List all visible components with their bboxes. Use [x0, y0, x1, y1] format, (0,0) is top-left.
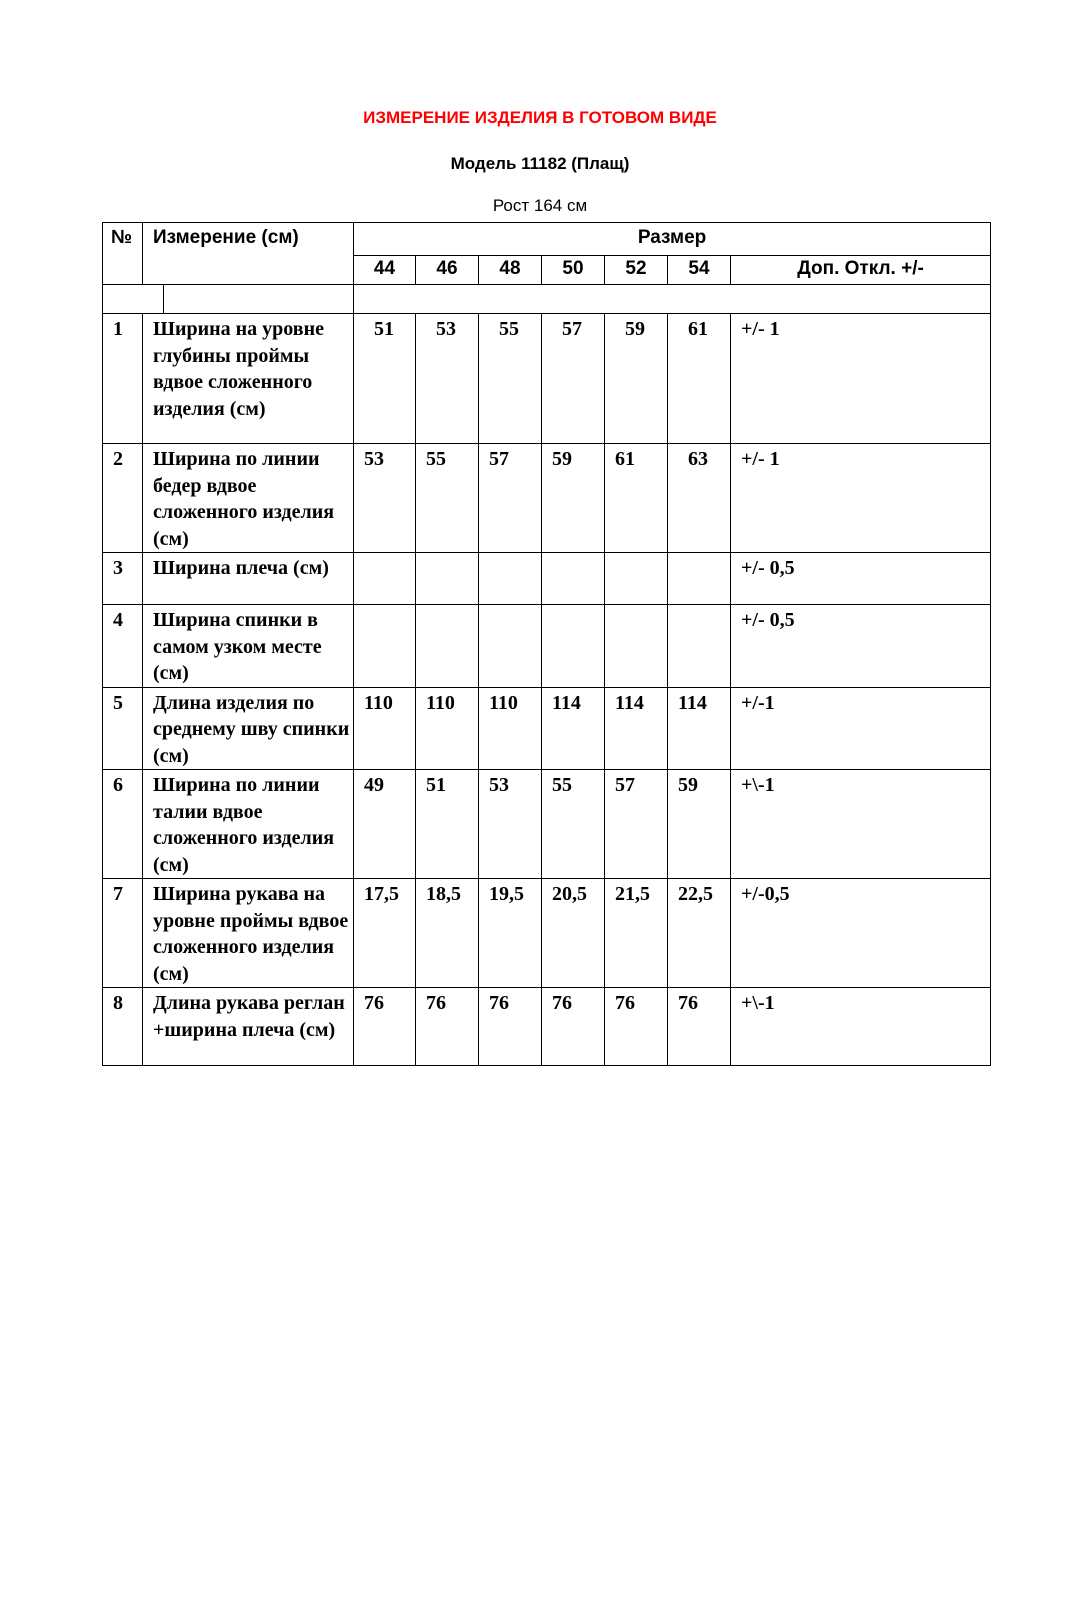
row-number: 1	[103, 314, 143, 444]
table-row	[103, 687, 991, 770]
row-value: 51	[354, 314, 416, 444]
row-number: 6	[103, 770, 143, 879]
row-tolerance: +/- 0,5	[731, 553, 991, 605]
table-row	[103, 444, 991, 553]
row-tolerance: +/- 1	[731, 444, 991, 553]
row-value	[668, 605, 731, 688]
row-value: 53	[354, 444, 416, 553]
row-value: 110	[354, 687, 416, 770]
row-tolerance: +\-1	[731, 988, 991, 1066]
row-value	[416, 553, 479, 605]
header-size-50: 50	[542, 256, 605, 285]
row-value: 17,5	[354, 879, 416, 988]
row-value: 61	[605, 444, 668, 553]
row-number: 3	[103, 553, 143, 605]
header-size-46: 46	[416, 256, 479, 285]
row-value: 76	[605, 988, 668, 1066]
header-size-52: 52	[605, 256, 668, 285]
row-measurement: Ширина спинки в самом узком месте (см)	[143, 605, 354, 688]
row-value: 55	[542, 770, 605, 879]
row-value	[542, 605, 605, 688]
row-measurement: Ширина по линии бедер вдвое сложенного изделия (см)	[143, 444, 354, 553]
row-value: 110	[416, 687, 479, 770]
row-value	[354, 605, 416, 688]
row-tolerance: +/- 1	[731, 314, 991, 444]
header-size-48: 48	[479, 256, 542, 285]
row-tolerance: +/- 0,5	[731, 605, 991, 688]
row-value: 57	[479, 444, 542, 553]
row-tolerance: +\-1	[731, 770, 991, 879]
row-value: 55	[479, 314, 542, 444]
row-value	[668, 553, 731, 605]
row-number: 5	[103, 687, 143, 770]
row-value: 114	[542, 687, 605, 770]
row-measurement: Длина рукава реглан +ширина плеча (см)	[143, 988, 354, 1066]
spacer-cell-right	[354, 285, 991, 314]
row-value: 57	[542, 314, 605, 444]
row-value: 55	[416, 444, 479, 553]
header-measurement: Измерение (см)	[143, 223, 354, 285]
row-value: 61	[668, 314, 731, 444]
row-tolerance: +/-1	[731, 687, 991, 770]
row-value: 59	[668, 770, 731, 879]
row-measurement: Ширина плеча (см)	[143, 553, 354, 605]
header-size-54: 54	[668, 256, 731, 285]
table-row	[103, 770, 991, 879]
row-value	[479, 553, 542, 605]
row-value	[354, 553, 416, 605]
row-value: 20,5	[542, 879, 605, 988]
row-value: 53	[479, 770, 542, 879]
height-label: Рост 164 см	[492, 196, 588, 215]
table-row	[103, 553, 991, 605]
header-size: Размер	[354, 223, 991, 256]
row-value: 19,5	[479, 879, 542, 988]
header-number: №	[103, 223, 143, 285]
row-value: 63	[668, 444, 731, 553]
row-value: 51	[416, 770, 479, 879]
spacer-row	[103, 285, 991, 314]
row-value: 53	[416, 314, 479, 444]
row-number: 2	[103, 444, 143, 553]
row-measurement: Ширина по линии талии вдвое сложенного изделия (см)	[143, 770, 354, 879]
row-value: 76	[668, 988, 731, 1066]
table-row	[103, 988, 991, 1066]
table-row	[103, 314, 991, 444]
row-number: 4	[103, 605, 143, 688]
header-row	[103, 223, 991, 256]
row-value: 59	[542, 444, 605, 553]
row-value: 76	[354, 988, 416, 1066]
row-value	[542, 553, 605, 605]
row-value	[605, 605, 668, 688]
row-number: 7	[103, 879, 143, 988]
model-name: Модель 11182 (Плащ)	[450, 154, 630, 173]
row-value: 110	[479, 687, 542, 770]
row-value: 59	[605, 314, 668, 444]
measurement-table	[102, 222, 991, 1066]
row-value	[479, 605, 542, 688]
document-title: ИЗМЕРЕНИЕ ИЗДЕЛИЯ В ГОТОВОМ ВИДЕ	[363, 108, 717, 127]
row-value: 114	[605, 687, 668, 770]
row-measurement: Длина изделия по среднему шву спинки (см)	[143, 687, 354, 770]
row-number: 8	[103, 988, 143, 1066]
row-measurement: Ширина рукава на уровне проймы вдвое сложенного изделия (см)	[143, 879, 354, 988]
row-value: 22,5	[668, 879, 731, 988]
row-tolerance: +/-0,5	[731, 879, 991, 988]
row-value	[605, 553, 668, 605]
header-tolerance: Доп. Откл. +/-	[731, 256, 991, 285]
row-measurement: Ширина на уровне глубины проймы вдвое сложенного изделия (см)	[143, 314, 354, 444]
table-row	[103, 879, 991, 988]
row-value: 49	[354, 770, 416, 879]
row-value	[416, 605, 479, 688]
row-value: 76	[479, 988, 542, 1066]
spacer-cell	[103, 285, 354, 314]
row-value: 21,5	[605, 879, 668, 988]
header-size-44: 44	[354, 256, 416, 285]
row-value: 18,5	[416, 879, 479, 988]
row-value: 76	[416, 988, 479, 1066]
row-value: 57	[605, 770, 668, 879]
table-row	[103, 605, 991, 688]
row-value: 114	[668, 687, 731, 770]
row-value: 76	[542, 988, 605, 1066]
